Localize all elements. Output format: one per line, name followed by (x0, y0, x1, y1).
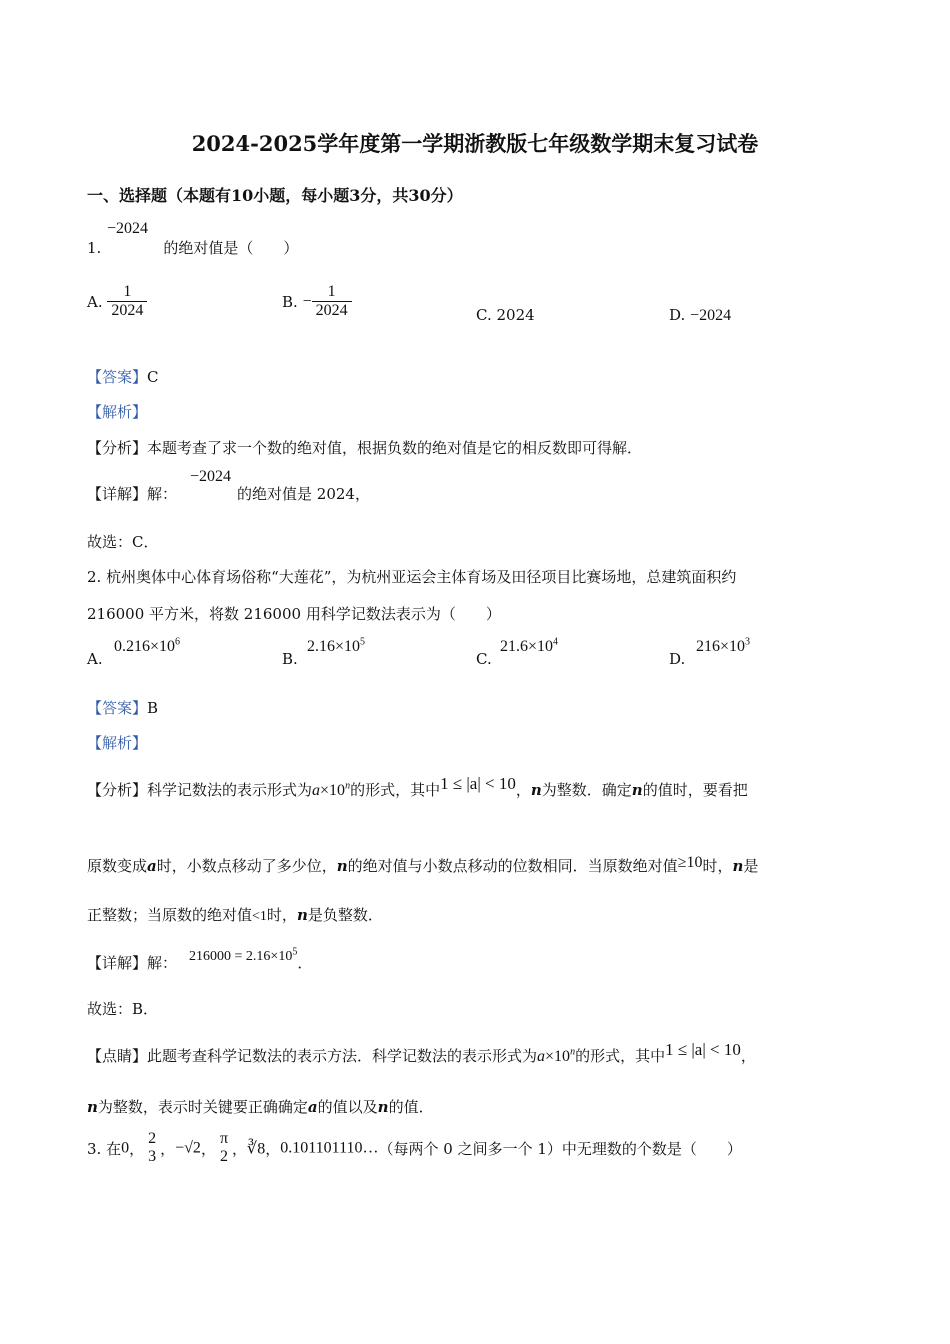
q1-option-a (87, 283, 147, 321)
q2-dianjing-line2 (87, 1096, 434, 1117)
q2-option-c-value (500, 638, 558, 656)
sci-form (537, 1048, 575, 1065)
var-a: a (307, 1098, 318, 1116)
detail-tag: 【详解】 (87, 954, 148, 972)
lt-one: <1 (252, 909, 267, 924)
option-exponent: 4 (553, 636, 559, 648)
var-n: n (631, 781, 643, 799)
dianjing-tag: 【点睛】 (87, 1047, 148, 1065)
q3-stem (87, 1130, 742, 1167)
fenxi-text: 的值时，要看把 (642, 781, 748, 799)
q2-stem-line1: 2. 杭州奥体中心体育场俗称“大莲花”，为杭州亚运会主体育场及田径项目比赛场地，总建筑面积约 (87, 568, 737, 586)
q2-option-a (87, 650, 103, 668)
var-n: n (570, 1046, 576, 1058)
fenxi-text: 时，小数点移动了多少位， (156, 857, 337, 875)
fenxi-text: 原数变成 (87, 857, 148, 875)
q2-fenxi-line1 (87, 774, 748, 800)
detail-expr (189, 946, 298, 964)
fraction-denominator: 2024 (111, 302, 144, 320)
detail-prefix: 解： (147, 954, 178, 972)
option-label: C. (476, 650, 492, 668)
option-base: 0.216×10 (114, 638, 176, 655)
separator: ， (265, 1139, 281, 1158)
ge-ten: ≥10 (677, 854, 703, 871)
answer-value: B (147, 699, 159, 717)
fraction-denominator: 2024 (315, 302, 348, 320)
q3-prefix: 3. 在 (87, 1139, 122, 1158)
option-label: A. (87, 292, 103, 311)
q2-fenxi-line3 (87, 904, 383, 925)
period: ． (297, 954, 313, 972)
page-title: 2024-2025学年度第一学期浙教版七年级数学期末复习试卷 (191, 131, 759, 156)
dianjing-text: 的值以及 (317, 1098, 378, 1116)
fraction-numerator: 2 (148, 1130, 157, 1147)
fenxi-text: 时， (266, 906, 297, 924)
q2-dianjing-line1 (87, 1040, 756, 1066)
q2-analysis-tag: 【解析】 (87, 734, 148, 752)
q3-zero: 0 (121, 1139, 130, 1157)
option-label: B. (282, 292, 298, 311)
q1-choice: 故选：C． (87, 533, 159, 551)
q1-answer (87, 366, 159, 387)
fenxi-tag: 【分析】 (87, 439, 148, 457)
q3-fraction-two-thirds (144, 1130, 160, 1167)
times-ten: ×10 (545, 1048, 571, 1065)
q2-option-b (282, 650, 298, 668)
dianjing-text: 的值． (388, 1098, 434, 1116)
q1-fenxi (87, 437, 642, 458)
q2-detail (87, 946, 313, 973)
q2-option-a-value (114, 638, 180, 656)
separator: ， (160, 1139, 176, 1158)
answer-tag: 【答案】 (87, 368, 148, 386)
var-n: n (336, 857, 348, 875)
fraction-numerator: π (219, 1130, 229, 1147)
fenxi-text: 是负整数． (307, 906, 383, 924)
comma: ， (740, 1047, 756, 1065)
q1-detail (87, 483, 370, 504)
detail-text: 的绝对值是 2024， (237, 485, 370, 503)
var-n: n (732, 857, 744, 875)
option-value: −2024 (690, 307, 732, 324)
fraction-numerator: 1 (312, 283, 352, 302)
option-base: 2.16×10 (307, 638, 361, 655)
times-ten: ×10 (320, 782, 346, 799)
fenxi-text: 时， (702, 857, 733, 875)
fraction (107, 283, 147, 321)
dianjing-text: 此题考查科学记数法的表示方法．科学记数法的表示形式为 (147, 1047, 538, 1065)
var-n: n (377, 1098, 389, 1116)
answer-tag: 【答案】 (87, 699, 148, 717)
var-n: n (345, 780, 351, 792)
fenxi-text: 本题考查了求一个数的绝对值，根据负数的绝对值是它的相反数即可得解． (147, 439, 643, 457)
comma: ， (515, 781, 531, 799)
q2-option-d-value (696, 638, 750, 656)
q3-fraction-pi-half (216, 1130, 232, 1167)
option-exponent: 5 (360, 636, 366, 648)
detail-prefix: 解： (147, 485, 178, 503)
q1-analysis-tag: 【解析】 (87, 403, 148, 421)
q2-stem-line2: 216000 平方米，将数 216000 用科学记数法表示为（ ） (87, 605, 501, 623)
fenxi-tag: 【分析】 (87, 781, 148, 799)
q2-choice: 故选：B． (87, 1000, 159, 1018)
q2-fenxi-line2 (87, 855, 758, 876)
option-base: 21.6×10 (500, 638, 554, 655)
var-a: a (312, 782, 321, 799)
q3-neg-sqrt-two: −√2 (175, 1139, 201, 1157)
option-label: C. (476, 306, 492, 324)
q2-option-c (476, 650, 492, 668)
var-a: a (537, 1048, 546, 1065)
q3-decimal: 0.101101110… (280, 1139, 379, 1157)
q1-option-d (669, 306, 731, 325)
option-label: D. (669, 650, 686, 668)
q2-answer (87, 697, 158, 718)
fenxi-text: 科学记数法的表示形式为 (147, 781, 313, 799)
fraction-denominator: 3 (148, 1148, 157, 1166)
option-value: 2024 (496, 306, 535, 324)
q2-option-b-value (307, 638, 365, 656)
answer-value: C (147, 368, 159, 386)
fraction (312, 283, 352, 321)
fenxi-text: 为整数．确定 (541, 781, 632, 799)
q2-option-d (669, 650, 685, 668)
fenxi-text: 是 (743, 857, 759, 875)
range-expr: 1 ≤ |a| < 10 (665, 1040, 741, 1059)
q1-option-b (282, 283, 352, 321)
fraction-denominator: 2 (219, 1148, 228, 1166)
option-base: 216×10 (696, 638, 746, 655)
option-label: B. (282, 650, 298, 668)
q1-option-c (476, 306, 535, 324)
separator: ， (232, 1139, 248, 1158)
option-exponent: 3 (745, 636, 751, 648)
option-label: D. (669, 306, 686, 324)
dianjing-text: 为整数，表示时关键要正确确定 (97, 1098, 308, 1116)
detail-exponent: 5 (292, 946, 298, 958)
minus-sign: − (302, 292, 312, 310)
option-label: A. (87, 650, 103, 668)
fenxi-text: 的绝对值与小数点移动的位数相同．当原数绝对值 (347, 857, 678, 875)
option-exponent: 6 (175, 636, 181, 648)
fraction-numerator: 1 (107, 283, 147, 302)
q1-number: 1. (87, 239, 102, 257)
q3-suffix: （每两个 0 之间多一个 1）中无理数的个数是（ ） (378, 1139, 742, 1158)
detail-tag: 【详解】 (87, 485, 148, 503)
detail-base: 216000 = 2.16×10 (189, 949, 293, 964)
var-n: n (87, 1098, 98, 1116)
separator: ， (200, 1139, 216, 1158)
q1-detail-expr-raised: −2024 (190, 468, 232, 485)
q1-expr-raised: −2024 (107, 220, 149, 237)
var-a: a (147, 857, 157, 875)
dianjing-text: 的形式，其中 (575, 1047, 666, 1065)
sci-form (312, 782, 350, 799)
fenxi-text: 的形式，其中 (350, 781, 441, 799)
q1-text: 的绝对值是（ ） (163, 239, 299, 257)
separator: ， (129, 1139, 145, 1158)
section-heading: 一、选择题（本题有10小题，每小题3分，共30分） (87, 186, 463, 205)
var-n: n (296, 906, 308, 924)
var-n: n (530, 781, 542, 799)
q3-cube-root-eight: ∛8 (247, 1140, 266, 1158)
range-expr: 1 ≤ |a| < 10 (440, 774, 516, 793)
q1-stem (87, 237, 298, 258)
fenxi-text: 正整数；当原数的绝对值 (87, 906, 253, 924)
